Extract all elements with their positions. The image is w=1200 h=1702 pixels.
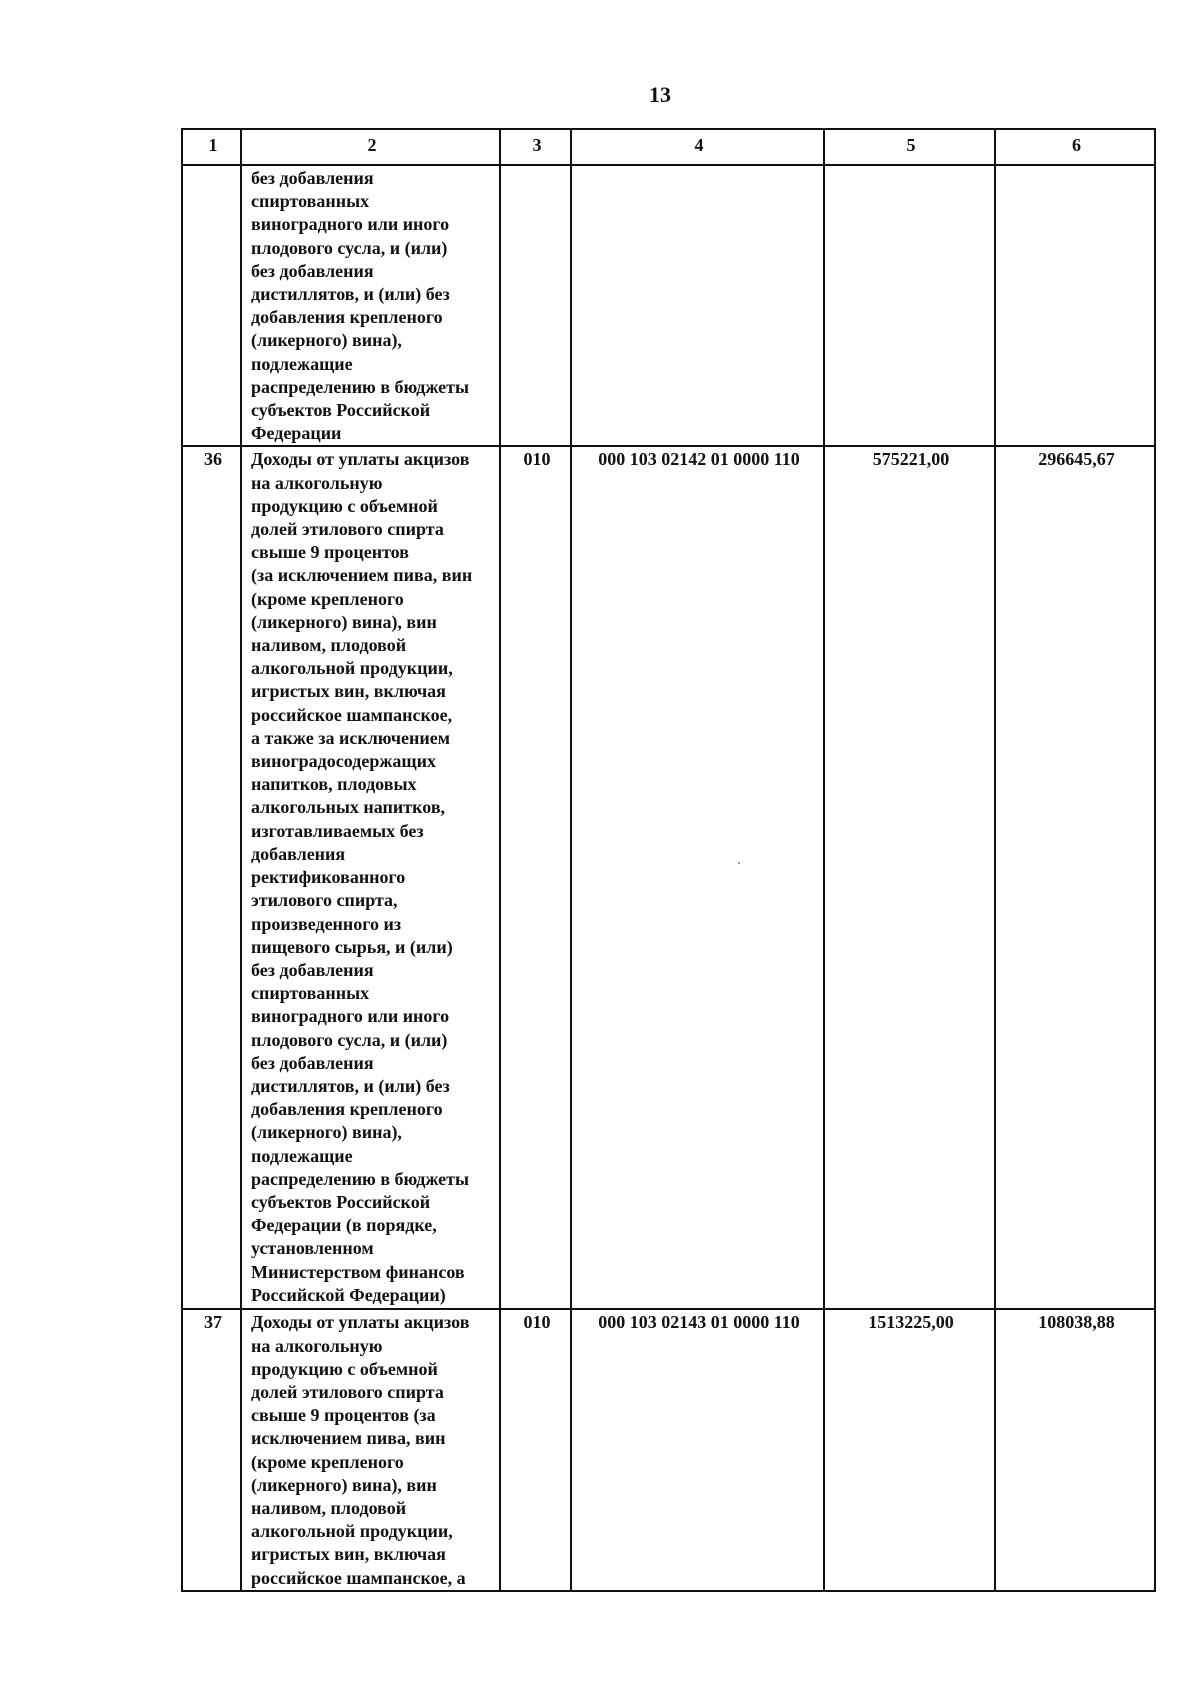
actual-amount: 296645,67 xyxy=(995,446,1155,1309)
revenue-name: Доходы от уплаты акцизов на алкогольную продукцию с объемной долей этилового спирта свыше 9 процентов (за исключением пива, вин (кроме крепленого (ликерного) вина), вин наливом, плодовой алкогольной продукции, игристых вин, включая российское шампанское, а также за исключением виноградосодержащих напитков, плодовых алкогольных напитков, изготавливаемых без добавления ректификованного этилового спирта, произведенного из пищевого сырья, и (или) без добавления спиртованных виноградного или иного плодового сусла, и (или) без добавления дистиллятов, и (или) без добавления крепленого (ликерного) вина), подлежащие распределению в бюджеты субъектов Российской Федерации (в порядке, установленном Министерством финансов Российской Федерации) xyxy=(241,446,500,1309)
revenue-name: Доходы от уплаты акцизов на алкогольную продукцию с объемной долей этилового спирта свыше 9 процентов (за исключением пива, вин (кроме крепленого (ликерного) вина), вин наливом, плодовой алкогольной продукции, игристых вин, включая российское шампанское, а xyxy=(241,1309,500,1590)
revenue-name: без добавления спиртованных виноградного или иного плодового сусла, и (или) без добавления дистиллятов, и (или) без добавления крепленого (ликерного) вина), подлежащие распределению в бюджеты субъектов Российской Федерации xyxy=(241,165,500,446)
revenue-table xyxy=(181,128,1156,1592)
budget-classification-code xyxy=(571,165,824,446)
page-number: 13 xyxy=(649,82,671,107)
table-row xyxy=(182,1309,1155,1590)
admin-code xyxy=(500,165,571,446)
table-header-row xyxy=(182,129,1155,165)
column-header: 1 xyxy=(182,129,241,165)
row-number xyxy=(182,165,241,446)
scan-speck xyxy=(738,862,740,864)
column-header: 2 xyxy=(241,129,500,165)
actual-amount xyxy=(995,165,1155,446)
plan-amount xyxy=(824,165,995,446)
row-number: 36 xyxy=(182,446,241,1309)
column-header: 4 xyxy=(571,129,824,165)
plan-amount: 1513225,00 xyxy=(824,1309,995,1590)
admin-code: 010 xyxy=(500,1309,571,1590)
admin-code: 010 xyxy=(500,446,571,1309)
column-header: 5 xyxy=(824,129,995,165)
budget-classification-code: 000 103 02142 01 0000 110 xyxy=(571,446,824,1309)
column-header: 3 xyxy=(500,129,571,165)
plan-amount: 575221,00 xyxy=(824,446,995,1309)
actual-amount: 108038,88 xyxy=(995,1309,1155,1590)
budget-classification-code: 000 103 02143 01 0000 110 xyxy=(571,1309,824,1590)
row-number: 37 xyxy=(182,1309,241,1590)
column-header: 6 xyxy=(995,129,1155,165)
table-row xyxy=(182,446,1155,1309)
table-row xyxy=(182,165,1155,446)
